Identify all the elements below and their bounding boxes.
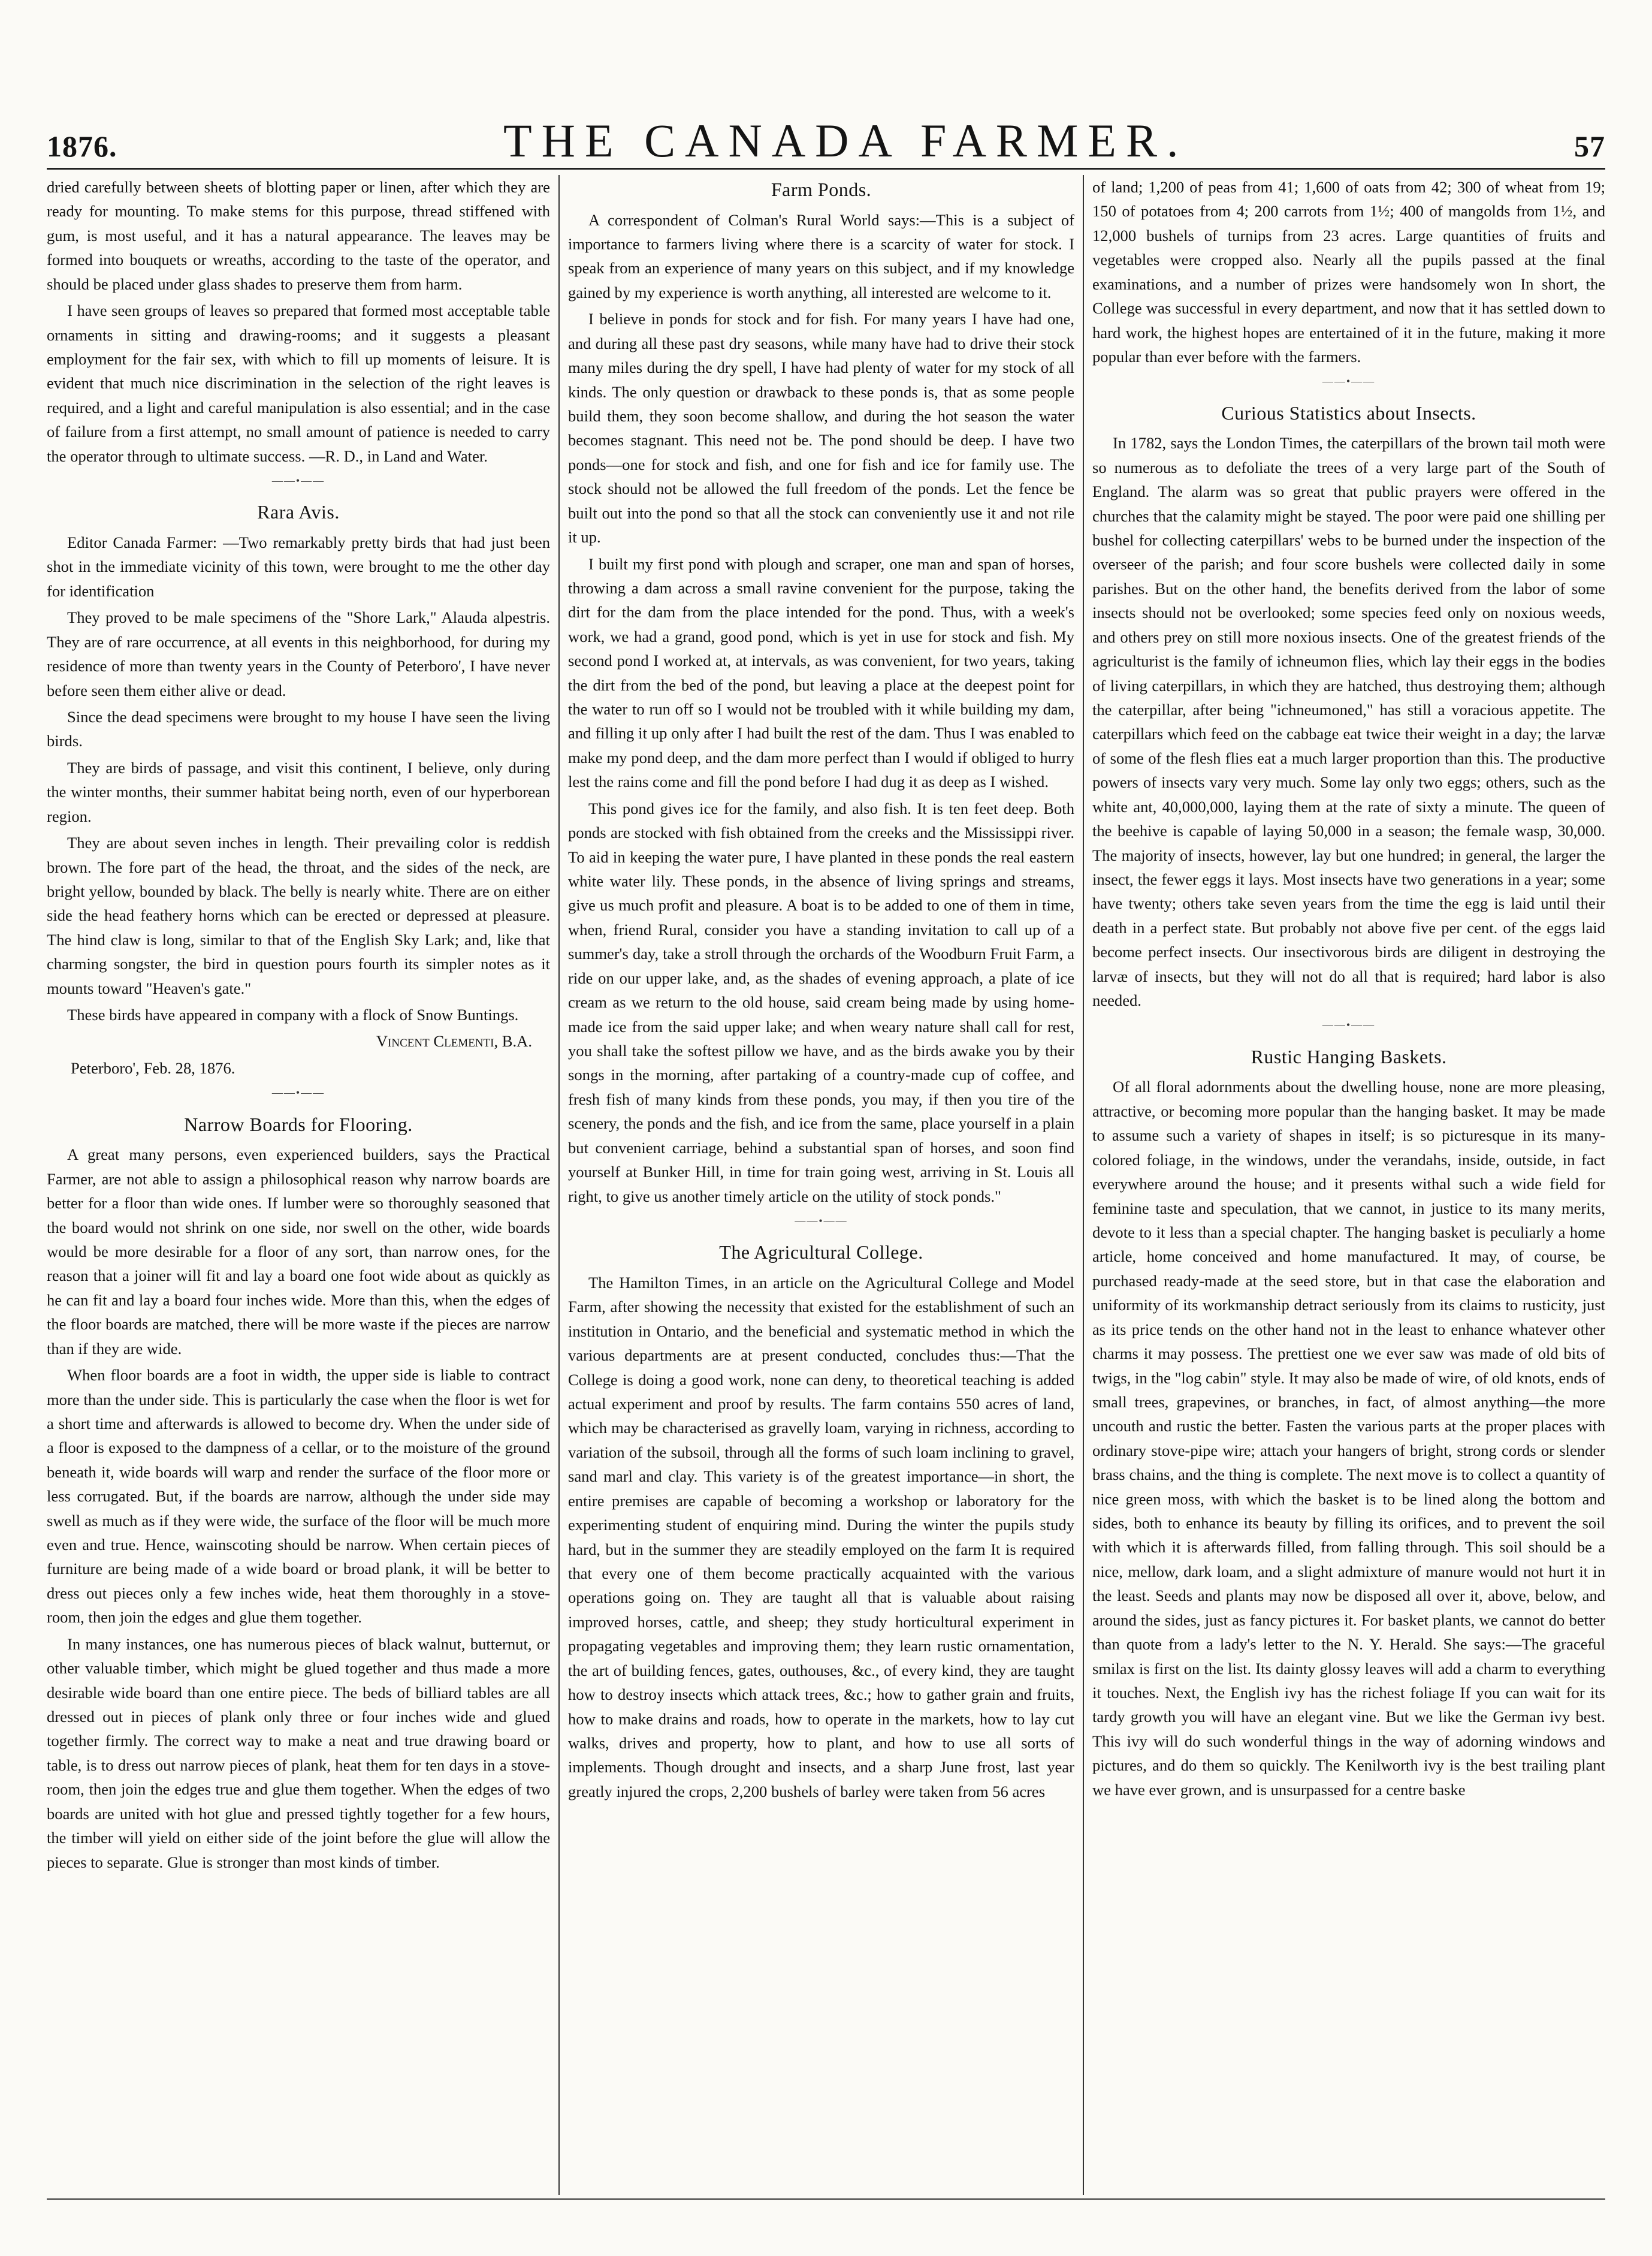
masthead bbox=[47, 114, 1605, 167]
paragraph: dried carefully between sheets of blotting paper or linen, after which they are ready for mounting. To make stems for this purpose, thread stiffened with gum, is most useful, and it has a natural appearance. The leaves may be formed into bouquets or wreaths, according to the taste of the operator, and should be placed under glass shades to preserve them from harm. bbox=[47, 178, 550, 293]
paragraph: The Hamilton Times, in an article on the Agricultural College and Model Farm, after showing the necessity that existed for the establishment of such an institution in Ontario, and the beneficial and systematic method in which the various departments are at present conducted, concludes thus:—That the College is doing a good work, none can deny, to theoretical teaching is added actual experiment and proof by results. The farm contains 550 acres of land, which may be characterised as gravelly loam, varying in richness, according to variation of the subsoil, through all the forms of such loam inclining to gravel, sand marl and clay. This variety is of the greatest importance—in short, the entire premises are capable of becoming a workshop or laboratory for the experimenting student of enquiring mind. During the winter the pupils study hard, but in the summer they are steadily employed on the farm It is required that every one of them become practically acquainted with the various operations going on. They are taught all that is valuable about raising improved horses, cattle, and sheep; they study horticultural experiment in propagating vegetables and improving them; they learn rustic ornamentation, the art of building fences, gates, outhouses, &c., of every kind, they are taught how to destroy insects which attack trees, &c.; how to gather grain and fruits, how to make drains and roads, how to operate in the markets, how to lay cut walks, drives and property, how to plant, and how to use all sorts of implements. Though drought and insects, and a sharp June frost, last year greatly injured the crops, 2,200 bushels of barley were taken from 56 acres bbox=[568, 1273, 1074, 1800]
paragraph: This pond gives ice for the family, and also fish. It is ten feet deep. Both ponds are stocked with fish obtained from the creeks and the Mississippi river. To aid in keeping the water pure, I have planted in these ponds the real eastern white water lily. These ponds, in the absence of living springs and streams, give us much profit and pleasure. A boat is to be added to one of them in time, when, friend Rural, consider you have a standing invitation to call up of a summer's day, take a stroll through the orchards of the Woodburn Fruit Farm, a ride on our upper lake, and, as the shades of evening approach, a plate of ice cream as we return to the old house, said cream being made by using home-made ice from the said upper lake; and when weary nature shall call for rest, you shall take the softest pillow we have, and as the birds awake you by their songs in the morning, after partaking of a country-made cup of coffee, and fresh fish of many kinds from these ponds, you may, if then you tire of the scenery, the ponds and the fish, and ice from the same, place yourself in a plain but convenient carriage, behind a substantial span of horses, and soon find yourself at Bunker Hill, in time for train going west, arriving in St. Louis all right, to give us another timely article on the utility of stock ponds." bbox=[568, 799, 1074, 1205]
paragraph: When floor boards are a foot in width, the upper side is liable to contract more than the under side. This is particularly the case when the floor is wet for a short time and afterwards is allowed to become dry. When the under side of a floor is exposed to the dampness of a cellar, or to the moisture of the ground beneath it, wide boards will warp and render the surface of the floor more or less corrugated. But, if the boards are narrow, although the under side may swell as much as if they were wide, the surface of the floor will be much more even and true. Hence, wainscoting should be narrow. When certain pieces of furniture are being made of a wide board or broad plank, it will be better to dress out pieces only a few inches wide, heat them thoroughly in a stove-room, then join the edges and glue them together. bbox=[47, 1366, 550, 1627]
paragraph: Since the dead specimens were brought to my house I have seen the living birds. bbox=[47, 708, 550, 750]
paragraph: Of all floral adornments about the dwelling house, none are more pleasing, attractive, or becoming more popular than the hanging basket. It may be made to assume such a variety of shapes in itself; is so picturesque in its many-colored foliage, in the windows, under the verandahs, inside, outside, in fact everywhere around the house; and it presents withal such a wide field for feminine taste and speculation, that we cannot, in justice to its many merits, devote to it less than a special chapter. The hanging basket is peculiarly a home article, home conceived and home manufactured. It may, of course, be purchased ready-made at the seed store, but in that case the elaboration and uniformity of its workmanship detract seriously from its claims to rusticity, just as its price tends on the other hand not in the least to enhance whatever other charms it may possess. The prettiest one we ever saw was made of old bits of twigs, in the "log cabin" style. It may also be made of wire, of old knots, ends of small trees, grapevines, or branches, in fact, of almost anything—the more uncouth and rustic the better. Fasten the various parts at the proper places with ordinary stove-pipe wire; attach your hangers of bright, strong cords or slender brass chains, and the thing is complete. The next move is to collect a quantity of nice green moss, with which the basket is to be lined along the bottom and sides, both to enhance its beauty by filling its orifices, and to prevent the soil with which it is afterwards filled, from falling through. This soil should be a nice, mellow, dark loam, and a slight admixture of manure would not hurt it in the least. Seeds and plants may now be disposed all over it, above, below, and around the sides, just as fancy pictures it. For basket plants, we cannot do better than quote from a lady's letter to the N. Y. Herald. She says:—The graceful smilax is first on the list. Its dainty glossy leaves will add a charm to everything it touches. Next, the English ivy has the richest foliage If you can wait for its tardy growth you will have an elegant vine. But we like the German ivy best. This ivy will do such wonderful things in the way of adorning windows and pictures, and do them so quickly. The Kenilworth ivy is the best trailing plant we have ever grown, and is unsurpassed for a centre baske bbox=[1092, 1078, 1605, 1799]
paragraph: I have seen groups of leaves so prepared that formed most acceptable table ornaments in sitting and drawing-rooms; and it suggests a pleasant employment for the fair sex, with which to fill up moments of leisure. It is evident that much nice discrimination in the selection of the right leaves is required, and a light and careful manipulation is also essential; and in the case of failure from a first attempt, no small amount of patience is needed to carry the operator through to ultimate success. —R. D., in Land and Water. bbox=[47, 301, 550, 465]
paragraph: In many instances, one has numerous pieces of black walnut, butternut, or other valuable timber, which might be glued together and thus made a more desirable wide board than one entire piece. The beds of billiard tables are all dressed out in pieces of plank only three or four inches wide and glued together firmly. The correct way to make a neat and true drawing board or table, is to dress out narrow pieces of plank, heat them for ten days in a stove-room, then join the edges true and glue them together. When the edges of two boards are united with hot glue and pressed tightly together for a few hours, the timber will yield on either side of the joint before the glue will allow the pieces to separate. Glue is stronger than most kinds of timber. bbox=[47, 1634, 550, 1871]
paragraph: I built my first pond with plough and scraper, one man and span of horses, throwing a dam across a small ravine convenient for the purpose, taking the dirt for the dam from the place intended for the pond. Thus, with a week's work, we had a grand, good pond, which is yet in use for stock and fish. My second pond I worked at, at intervals, as was convenient, for two years, taking the dirt from the bed of the pond, but leaving a place at the deepest point for the water to run off so I would not be troubled with it while building my dam, and filling it up only after I had built the rest of the dam. Thus I was enabled to make my pond deep, and the dam more perfect than I would if obliged to hurry lest the rains come and fill the pond before I had dug it as deep as I wished. bbox=[568, 554, 1074, 791]
article-separator: ——•—— bbox=[795, 1214, 848, 1227]
article-separator: ——•—— bbox=[271, 1087, 325, 1099]
article-title-farm-ponds: Farm Ponds. bbox=[771, 179, 872, 200]
signature: Vincent Clementi, B.A. bbox=[376, 1032, 532, 1051]
article-title-hanging-baskets: Rustic Hanging Baskets. bbox=[1251, 1045, 1447, 1067]
paragraph: A great many persons, even experienced builders, says the Practical Farmer, are not able to assign a philosophical reason why narrow boards are better for a floor than wide ones. If lumber were so thoroughly seasoned that the board would not shrink on one side, nor swell on the other, wide boards would be more desirable for a floor of any sort, than narrow ones, for the reason that a joiner will fit and lay a board one foot wide about as quickly as he can fit and lay a board four inches wide. More than this, when the edges of the floor boards are matched, there will be more waste if the pieces are narrow than if they are wide. bbox=[47, 1145, 550, 1358]
paragraph: Editor Canada Farmer: —Two remarkably pretty birds that had just been shot in the immediate vicinity of this town, were brought to me the other day for identification bbox=[47, 533, 550, 600]
paragraph: They are birds of passage, and visit this continent, I believe, only during the winter months, their summer habitat being north, even of our hyperborean region. bbox=[47, 758, 550, 825]
article-title-rara-avis: Rara Avis. bbox=[257, 501, 340, 523]
masthead-year: 1876. bbox=[47, 129, 117, 163]
article-title-narrow-boards: Narrow Boards for Flooring. bbox=[184, 1113, 413, 1135]
paragraph: I believe in ponds for stock and for fish. For many years I have had one, and during all these past dry seasons, while many have had to drive their stock many miles during the dry spell, I have had plenty of water for my stock of all kinds. The only question or drawback to these ponds is, that as some people build them, they soon become shallow, and during the hot season the water becomes stagnant. This need not be. The pond should be deep. I have two ponds—one for stock and fish, and one for fish and ice for family use. The stock should not be allowed the full freedom of the ponds. Let the fence be built out into the pond so that all the stock can conveniently use it and not rile it up. bbox=[568, 310, 1074, 547]
dateline: Peterboro', Feb. 28, 1876. bbox=[71, 1058, 235, 1077]
masthead-title: THE CANADA FARMER. bbox=[503, 114, 1188, 167]
article-separator: ——•—— bbox=[1322, 1019, 1376, 1032]
paragraph: They proved to be male specimens of the "Shore Lark," Alauda alpestris. They are of rare occurrence, at all events in this neighborhood, for during my residence of more than twenty years in the County of Peterboro', I have never before seen them either alive or dead. bbox=[47, 608, 550, 699]
paragraph: A correspondent of Colman's Rural World says:—This is a subject of importance to farmers living where there is a scarcity of water for stock. I speak from an experience of many years on this subject, and if my knowledge gained by my experience is worth anything, all interested are welcome to it. bbox=[568, 210, 1074, 301]
article-title-insects: Curious Statistics about Insects. bbox=[1221, 402, 1476, 424]
paragraph: of land; 1,200 of peas from 41; 1,600 of oats from 42; 300 of wheat from 19; 150 of potatoes from 4; 200 carrots from 1½; 400 of mangolds from 1½, and 12,000 bushels of turnips from 23 acres. Large quantities of fruits and vegetables were cropped also. Nearly all the pupils passed at the final examinations, and a number of prizes were handsomely won In short, the College was successful in every department, and now that it has settled down to hard work, the highest hopes are entertained of it in the future, making it more popular than ever before with the farmers. bbox=[1092, 178, 1605, 366]
column-3 bbox=[1092, 175, 1605, 2201]
article-title-agricultural-college: The Agricultural College. bbox=[719, 1241, 923, 1263]
bottom-rule bbox=[47, 2198, 1605, 2200]
column-2 bbox=[568, 175, 1074, 2201]
page-number: 57 bbox=[1574, 129, 1605, 163]
article-separator: ——•—— bbox=[271, 475, 325, 487]
article-separator: ——•—— bbox=[1322, 375, 1376, 388]
column-rule-2 bbox=[1083, 175, 1084, 2195]
paragraph: These birds have appeared in company with a flock of Snow Buntings. bbox=[67, 1006, 519, 1024]
column-rule-1 bbox=[558, 175, 560, 2195]
paragraph: In 1782, says the London Times, the caterpillars of the brown tail moth were so numerous as to defoliate the trees of a very large part of the South of England. The alarm was so great that public prayers were offered in the churches that the calamity might be stayed. The poor were paid one shilling per bushel for collecting caterpillars' webs to be burned under the inspection of the overseer of the parish; and four score bushels were collected daily in some parishes. But on the other hand, the benefits derived from the labor of some insects should not be overlooked; some species feed only on noxious weeds, and others prey on still more noxious insects. One of the greatest friends of the agriculturist is the family of ichneumon flies, which lay their eggs in the bodies of living caterpillars, in which they are hatched, thus destroying them; although the caterpillar, after being "ichneumoned," has still a voracious appetite. The caterpillars which feed on the cabbage eat twice their weight in a day; the larvæ of some of the flesh flies eat a much larger proportion than this. The productive powers of insects vary very much. Some lay only two eggs; others, such as the white ant, 40,000,000, laying them at the rate of sixty a minute. The queen of the beehive is capable of laying 50,000 in a season; the female wasp, 30,000. The majority of insects, however, lay but one hundred; in general, the larger the insect, the fewer eggs it lays. Most insects have two generations in a year; some have twenty; others take seven years from the time the egg is laid until their death in a perfect state. But probably not above five per cent. of the eggs laid become perfect insects. Our insectivorous birds are diligent in destroying the larvæ of insects, but they will not do all that is required; hard labor is also needed. bbox=[1092, 434, 1605, 1010]
column-1 bbox=[47, 175, 550, 2201]
paragraph: They are about seven inches in length. Their prevailing color is reddish brown. The fore part of the head, the throat, and the sides of the neck, are bright yellow, bounded by black. The belly is nearly white. There are on either side the head feathery horns which can be erected or depressed at pleasure. The hind claw is long, similar to that of the English Sky Lark; and, like that charming songster, the bird in question pours fourth its simpler notes as it mounts toward "Heaven's gate." bbox=[47, 834, 550, 997]
masthead-rule bbox=[47, 168, 1605, 170]
